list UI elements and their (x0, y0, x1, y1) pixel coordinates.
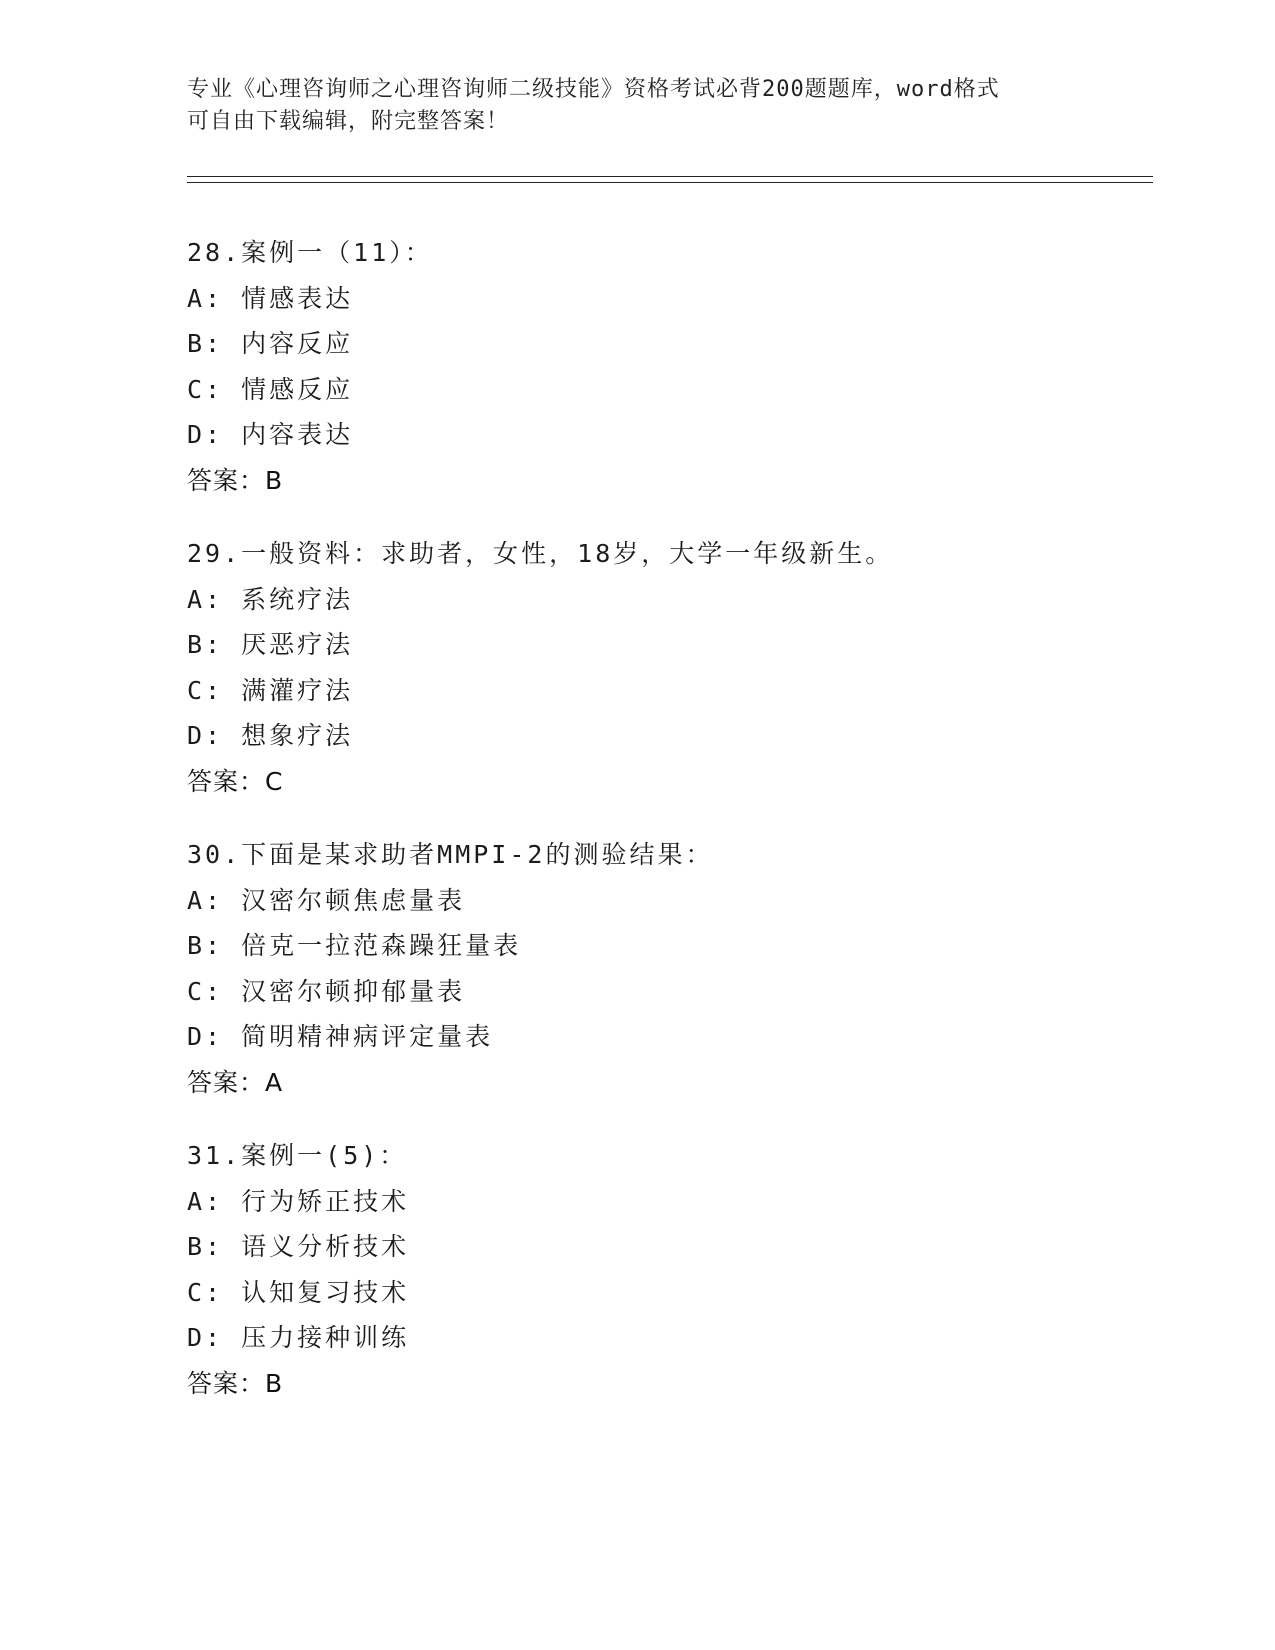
answer-line (187, 759, 1153, 805)
option-b: B: 内容反应 (187, 329, 354, 358)
option-d: D: 想象疗法 (187, 721, 354, 750)
answer-line (187, 1060, 1153, 1106)
option-a: A: 情感表达 (187, 283, 354, 313)
answer-label: 答案： (187, 1368, 266, 1398)
question-stem: 31.案例一(5)： (187, 1141, 408, 1170)
answer-label: 答案： (187, 1067, 266, 1097)
option-b: B: 语义分析技术 (187, 1232, 410, 1261)
answer-value: C (265, 766, 283, 796)
question-stem: 28.案例一（11）： (187, 238, 433, 267)
answer-value: B (265, 1368, 283, 1398)
answer-value: A (265, 1067, 283, 1097)
option-b: B: 倍克一拉范森躁狂量表 (187, 931, 522, 960)
header-title-line-2: 可自由下载编辑，附完整答案！ (187, 109, 510, 134)
question-list (187, 230, 1153, 1434)
option-c: C: 情感反应 (187, 374, 354, 404)
question-stem: 29.一般资料：求助者，女性，18岁，大学一年级新生。 (187, 539, 894, 568)
answer-line (187, 1361, 1153, 1407)
option-d: D: 内容表达 (187, 420, 354, 449)
option-c: C: 认知复习技术 (187, 1277, 410, 1307)
question-31 (187, 1133, 1153, 1406)
header-divider-bottom (187, 182, 1153, 183)
option-c: C: 汉密尔顿抑郁量表 (187, 976, 466, 1006)
header-title-line-1: 专业《心理咨询师之心理咨询师二级技能》资格考试必背200题题库，word格式 (187, 77, 1000, 102)
answer-line (187, 458, 1153, 504)
option-d: D: 压力接种训练 (187, 1323, 410, 1352)
question-stem: 30.下面是某求助者MMPI-2的测验结果： (187, 840, 714, 869)
option-b: B: 厌恶疗法 (187, 630, 354, 659)
option-d: D: 简明精神病评定量表 (187, 1022, 494, 1051)
question-29 (187, 531, 1153, 804)
option-c: C: 满灌疗法 (187, 675, 354, 705)
answer-value: B (265, 465, 283, 495)
option-a: A: 系统疗法 (187, 584, 354, 614)
question-30 (187, 832, 1153, 1105)
option-a: A: 汉密尔顿焦虑量表 (187, 885, 466, 915)
question-28 (187, 230, 1153, 503)
option-a: A: 行为矫正技术 (187, 1186, 410, 1216)
answer-label: 答案： (187, 766, 266, 796)
header-divider-top (187, 176, 1153, 177)
document-header (187, 74, 1087, 138)
answer-label: 答案： (187, 465, 266, 495)
